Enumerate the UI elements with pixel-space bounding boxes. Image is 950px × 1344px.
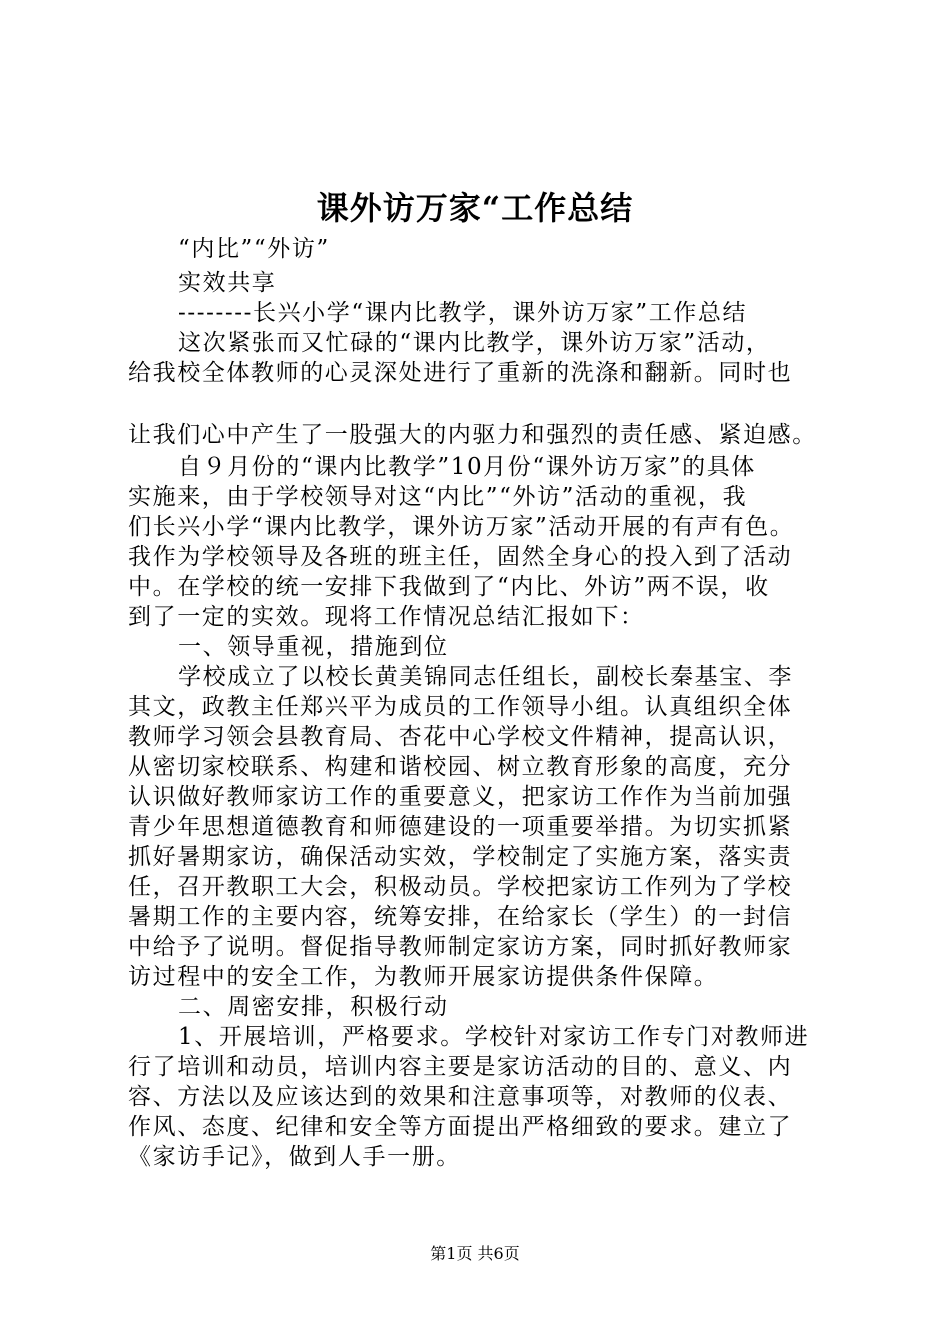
text-line: 容、方法以及应该达到的效果和注意事项等，对教师的仪表、: [128, 1084, 793, 1110]
section-heading: 一、领导重视，措施到位: [178, 634, 449, 660]
text-line: 学校成立了以校长黄美锦同志任组长，副校长秦基宝、李: [178, 664, 793, 690]
text-line: 访过程中的安全工作，为教师开展家访提供条件保障。: [128, 964, 719, 990]
text-line: 我作为学校领导及各班的班主任，固然全身心的投入到了活动: [128, 544, 793, 570]
text-line: 其文，政教主任郑兴平为成员的工作领导小组。认真组织全体: [128, 694, 793, 720]
text-line: 这次紧张而又忙碌的“课内比教学，课外访万家”活动，: [178, 330, 771, 356]
text-line: 到了一定的实效。现将工作情况总结汇报如下：: [128, 604, 645, 630]
text-line: 青少年思想道德教育和师德建设的一项重要举措。为切实抓紧: [128, 814, 793, 840]
text-line: 实效共享: [178, 270, 277, 296]
page-footer: 第1页 共6页: [430, 1244, 520, 1263]
text-line: 从密切家校联系、构建和谐校园、树立教育形象的高度，充分: [128, 754, 793, 780]
text-line: 教师学习领会县教育局、杏花中心学校文件精神，提高认识，: [128, 724, 793, 750]
text-line: 1、开展培训，严格要求。学校针对家访工作专门对教师进: [178, 1024, 810, 1050]
text-line: --------长兴小学“课内比教学，课外访万家”工作总结: [178, 300, 748, 326]
text-line: 们长兴小学“课内比教学，课外访万家”活动开展的有声有色。: [128, 514, 795, 540]
text-line: 认识做好教师家访工作的重要意义，把家访工作作为当前加强: [128, 784, 793, 810]
text-line: 给我校全体教师的心灵深处进行了重新的洗涤和翻新。同时也: [128, 360, 793, 386]
text-line: 实施来，由于学校领导对这“内比”“外访”活动的重视，我: [128, 484, 748, 510]
text-line: 中给予了说明。督促指导教师制定家访方案，同时抓好教师家: [128, 934, 793, 960]
text-line: 暑期工作的主要内容，统筹安排，在给家长（学生）的一封信: [128, 904, 793, 930]
text-line: 《家访手记》，做到人手一册。: [128, 1144, 461, 1170]
section-heading: 二、周密安排，积极行动: [178, 994, 449, 1020]
document-title: 课外访万家“工作总结: [316, 189, 634, 227]
text-line: 任，召开教职工大会，积极动员。学校把家访工作列为了学校: [128, 874, 793, 900]
text-line: “内比”“外访”: [178, 236, 330, 262]
text-line: 抓好暑期家访，确保活动实效，学校制定了实施方案，落实责: [128, 844, 793, 870]
text-line: 作风、态度、纪律和安全等方面提出严格细致的要求。建立了: [128, 1114, 793, 1140]
text-line: 中。在学校的统一安排下我做到了“内比、外访”两不误，收: [128, 574, 770, 600]
text-line: 行了培训和动员，培训内容主要是家访活动的目的、意义、内: [128, 1054, 793, 1080]
text-line: 自９月份的“课内比教学”10月份“课外访万家”的具体: [178, 454, 756, 480]
text-line: 让我们心中产生了一股强大的内驱力和强烈的责任感、紧迫感。: [128, 422, 817, 448]
